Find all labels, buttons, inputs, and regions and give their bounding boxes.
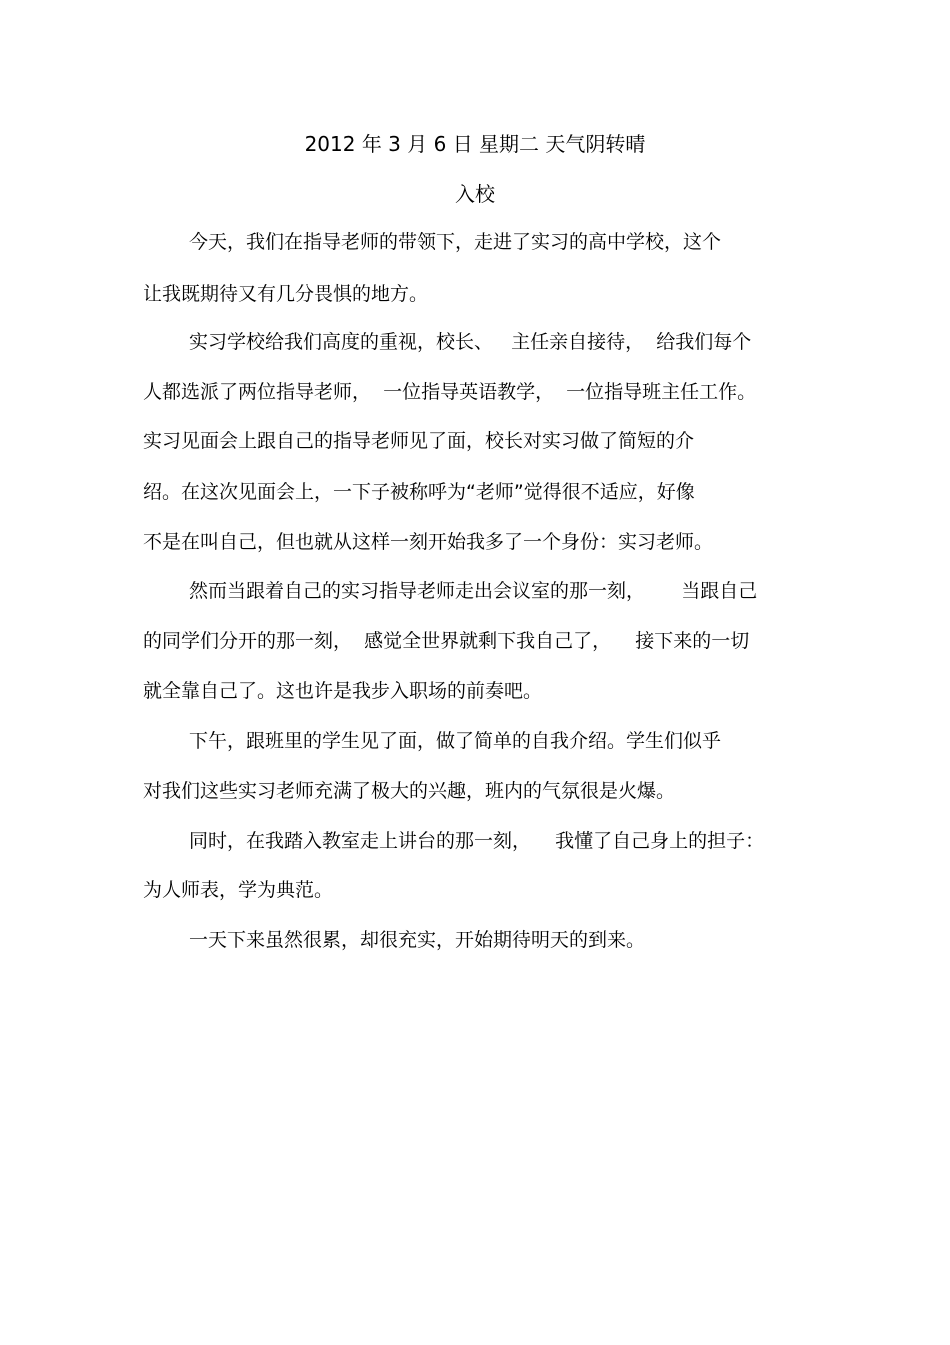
date-weather-line: 2012 年 3 月 6 日 星期二 天气阴转晴 [304,132,646,156]
paragraph-line: 人都选派了两位指导老师， 一位指导英语教学， 一位指导班主任工作。 [143,381,757,403]
paragraph-line: 绍。在这次见面会上，一下子被称呼为“老师”觉得很不适应，好像 [143,481,695,503]
paragraph-line: 今天，我们在指导老师的带领下，走进了实习的高中学校，这个 [189,231,722,253]
paragraph-line: 不是在叫自己，但也就从这样一刻开始我多了一个身份：实习老师。 [143,531,714,553]
paragraph-line: 实习学校给我们高度的重视，校长、 主任亲自接待， 给我们每个 [189,331,752,353]
paragraph-line: 下午，跟班里的学生见了面，做了简单的自我介绍。学生们似乎 [189,730,722,752]
paragraph-line: 对我们这些实习老师充满了极大的兴趣，班内的气氛很是火爆。 [143,780,676,802]
paragraph-line: 一天下来虽然很累，却很充实，开始期待明天的到来。 [189,929,646,951]
paragraph-line: 同时，在我踏入教室走上讲台的那一刻， 我懂了自己身上的担子： [189,830,765,852]
paragraph-line: 然而当跟着自己的实习指导老师走出会议室的那一刻， 当跟自己 [189,580,758,602]
paragraph-line: 为人师表，学为典范。 [143,879,334,901]
paragraph-line: 的同学们分开的那一刻， 感觉全世界就剩下我自己了， 接下来的一切 [143,630,750,652]
paragraph-line: 就全靠自己了。这也许是我步入职场的前奏吧。 [143,680,543,702]
document-title: 入校 [455,182,495,206]
paragraph-line: 实习见面会上跟自己的指导老师见了面，校长对实习做了简短的介 [143,430,695,452]
paragraph-line: 让我既期待又有几分畏惧的地方。 [143,283,429,305]
